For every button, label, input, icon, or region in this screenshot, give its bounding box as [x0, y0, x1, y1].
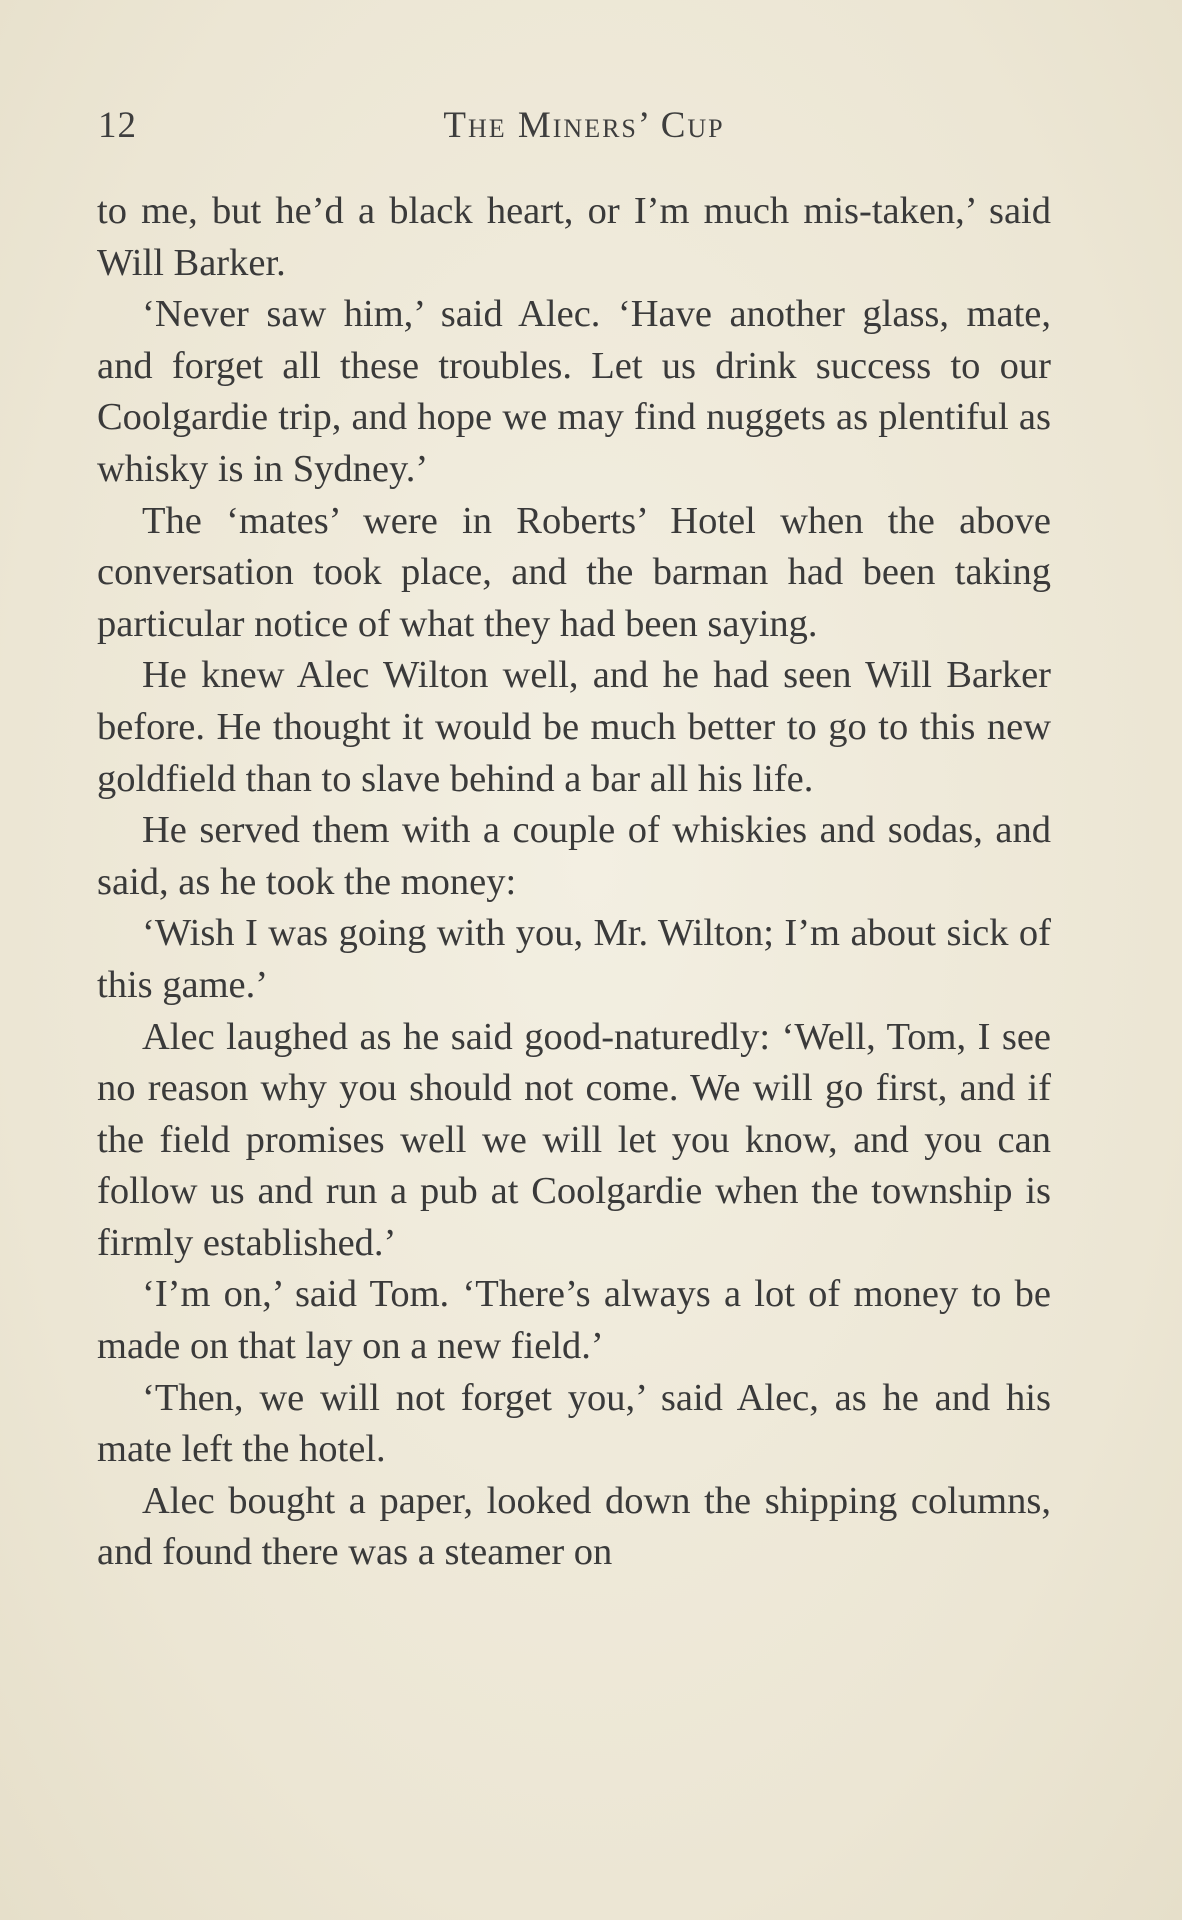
paragraph: to me, but he’d a black heart, or I’m much mis-taken,’ said Will Barker.: [97, 190, 1051, 284]
paragraph: ‘Never saw him,’ said Alec. ‘Have another glass, mate, and forget all these troubles. Let us drink success to our Coolgardie trip, and hope we may find nuggets as plentiful as whisky is in Sydney.’: [97, 293, 1051, 490]
paragraph: The ‘mates’ were in Roberts’ Hotel when the above conversation took place, and the barman had been taking particular notice of what they had been saying.: [97, 499, 1051, 645]
paragraph: Alec laughed as he said good-naturedly: ‘Well, Tom, I see no reason why you should not come. We will go first, and if the field promises well we will let you know, and you can follow us and run a pub at Coolgardie when the township is firmly established.’: [97, 1015, 1051, 1264]
body-text: [97, 186, 1051, 1579]
page-number: 12: [98, 105, 137, 146]
paragraph: Alec bought a paper, looked down the shipping columns, and found there was a steamer on: [97, 1479, 1051, 1574]
paragraph: He served them with a couple of whiskies and sodas, and said, as he took the money:: [97, 809, 1051, 903]
paragraph: ‘Wish I was going with you, Mr. Wilton; I’m about sick of this game.’: [97, 912, 1051, 1006]
paragraph: ‘Then, we will not forget you,’ said Alec, as he and his mate left the hotel.: [97, 1376, 1051, 1471]
running-title: The Miners’ Cup: [443, 105, 725, 146]
paragraph: ‘I’m on,’ said Tom. ‘There’s always a lot of money to be made on that lay on a new field.’: [97, 1273, 1051, 1368]
running-head: [98, 104, 1052, 154]
paragraph: He knew Alec Wilton well, and he had seen Will Barker before. He thought it would be much better to go to this new goldfield than to slave behind a bar all his life.: [97, 654, 1051, 800]
